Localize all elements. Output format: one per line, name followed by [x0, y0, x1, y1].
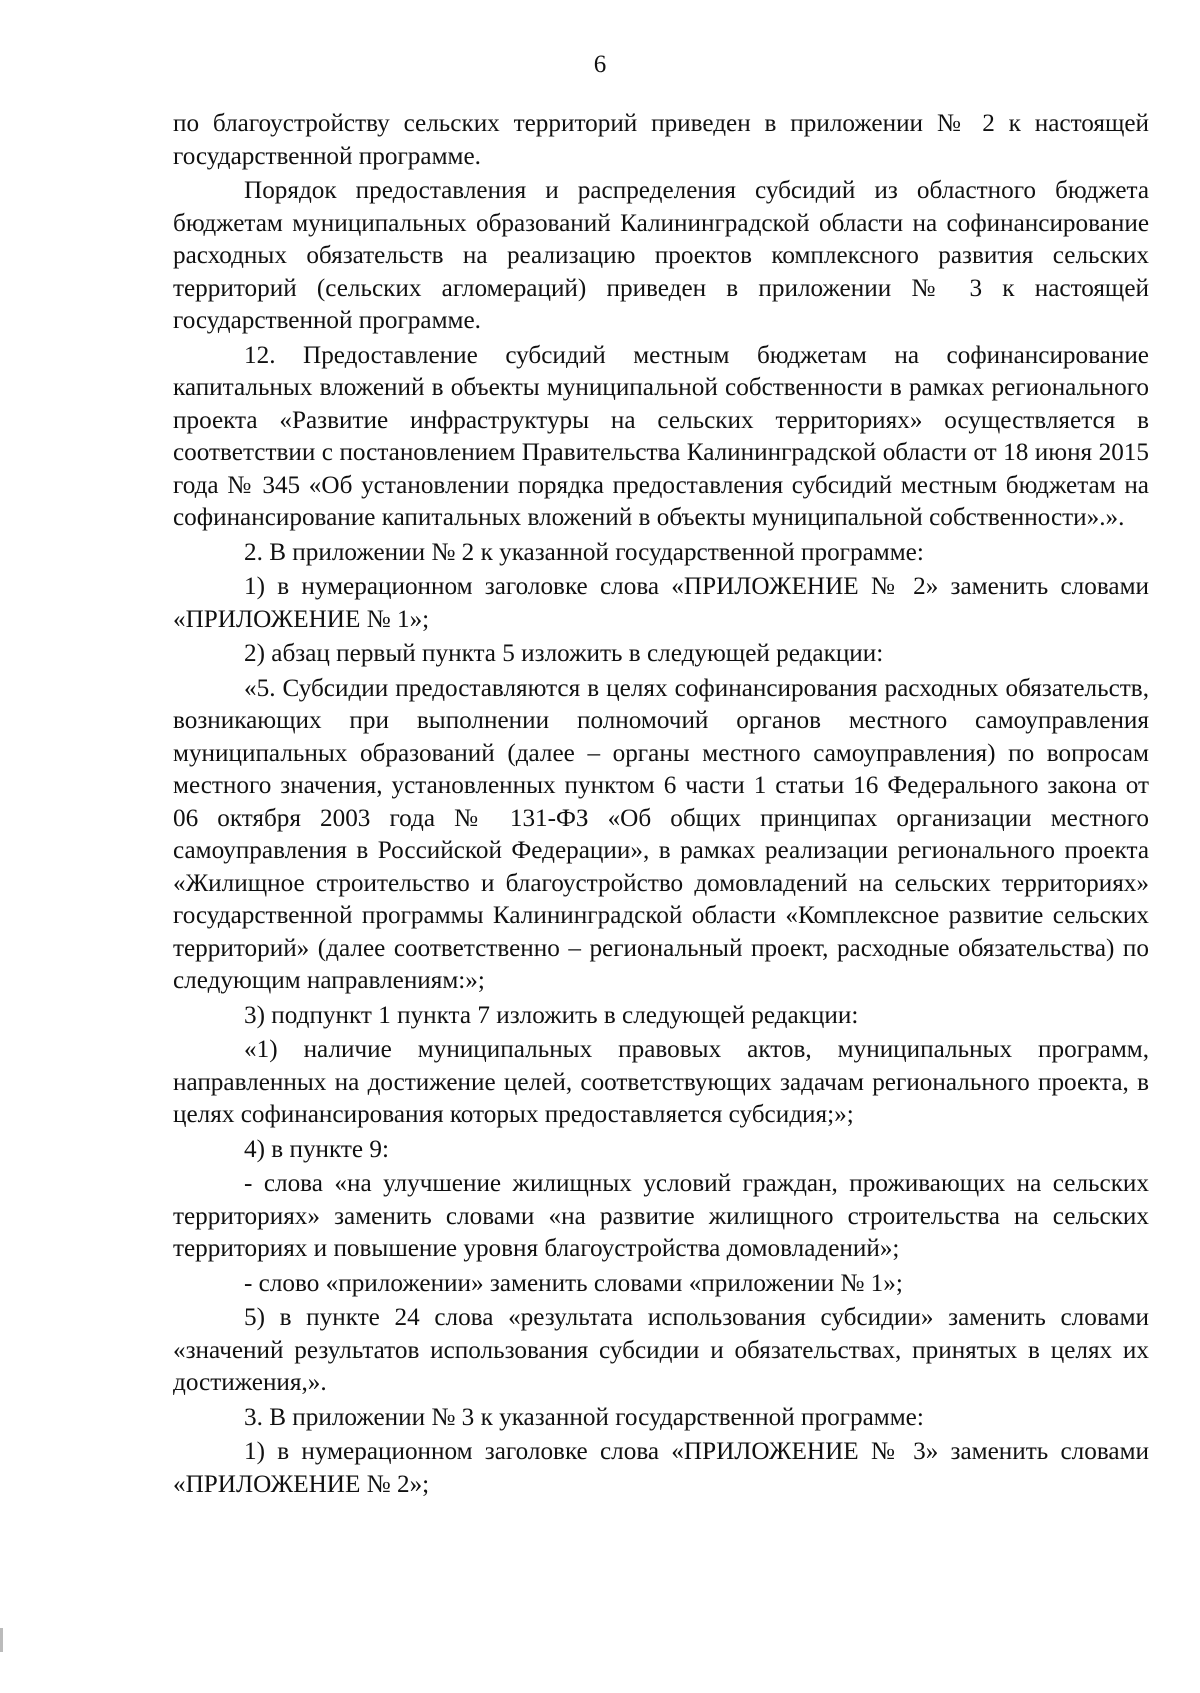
paragraph-11: - слова «на улучшение жилищных условий граждан, проживающих на сельских территориях» заменить словами «на развитие жилищного строительства на сельских территориях и повышение уровня благоустройства домовладений»;: [173, 1170, 1149, 1262]
paragraph-2: Порядок предоставления и распределения субсидий из областного бюджета бюджетам муниципальных образований Калининградской области на софинансирование расходных обязательств на реализацию проектов комплексного развития сельских территорий (сельских агломераций) приведен в приложении № 3 к настоящей государственной программе.: [173, 177, 1149, 334]
paragraph-7: «5. Субсидии предоставляются в целях софинансирования расходных обязательств, возникающих при выполнении полномочий органов местного самоуправления муниципальных образований (далее – органы местного самоуправления) по вопросам местного значения, установленных пунктом 6 части 1 статьи 16 Федерального закона от 06 октября 2003 года № 131-ФЗ «Об общих принципах организации местного самоуправления в Российской Федерации», в рамках реализации регионального проекта «Жилищное строительство и благоустройство домовладений на сельских территориях» государственной программы Калининградской области «Комплексное развитие сельских территорий» (далее соответственно – региональный проект, расходные обязательства) по следующим направлениям:»;: [173, 674, 1149, 994]
paragraph-9: «1) наличие муниципальных правовых актов, муниципальных программ, направленных на достижение целей, соответствующих задачам регионального проекта, в целях софинансирования которых предоставляется субсидия;»;: [173, 1036, 1149, 1128]
paragraph-1: по благоустройству сельских территорий приведен в приложении № 2 к настоящей государственной программе.: [173, 110, 1149, 170]
paragraph-12: - слово «приложении» заменить словами «приложении № 1»;: [244, 1269, 903, 1297]
paragraph-6: 2) абзац первый пункта 5 изложить в следующей редакции:: [244, 640, 884, 667]
paragraph-14: 3. В приложении № 3 к указанной государственной программе:: [244, 1403, 924, 1431]
document-body: [173, 108, 1149, 1501]
scan-edge-mark: [0, 1628, 3, 1652]
paragraph-15: 1) в нумерационном заголовке слова «ПРИЛОЖЕНИЕ № 3» заменить словами «ПРИЛОЖЕНИЕ № 2»;: [173, 1438, 1149, 1498]
paragraph-5: 1) в нумерационном заголовке слова «ПРИЛОЖЕНИЕ № 2» заменить словами «ПРИЛОЖЕНИЕ № 1»;: [173, 573, 1149, 633]
paragraph-3: 12. Предоставление субсидий местным бюджетам на софинансирование капитальных вложений в объекты муниципальной собственности в рамках регионального проекта «Развитие инфраструктуры на сельских территориях» осуществляется в соответствии с постановлением Правительства Калининградской области от 18 июня 2015 года № 345 «Об установлении порядка предоставления субсидий местным бюджетам на софинансирование капитальных вложений в объекты муниципальной собственности».».: [173, 341, 1149, 531]
paragraph-4: 2. В приложении № 2 к указанной государственной программе:: [244, 538, 924, 566]
paragraph-8: 3) подпункт 1 пункта 7 изложить в следующей редакции:: [244, 1001, 859, 1029]
paragraph-10: 4) в пункте 9:: [244, 1135, 390, 1163]
page-number: 6: [593, 51, 607, 78]
paragraph-13: 5) в пункте 24 слова «результата использования субсидии» заменить словами «значений результатов использования субсидии и обязательствах, принятых в целях их достижения,».: [173, 1304, 1149, 1396]
